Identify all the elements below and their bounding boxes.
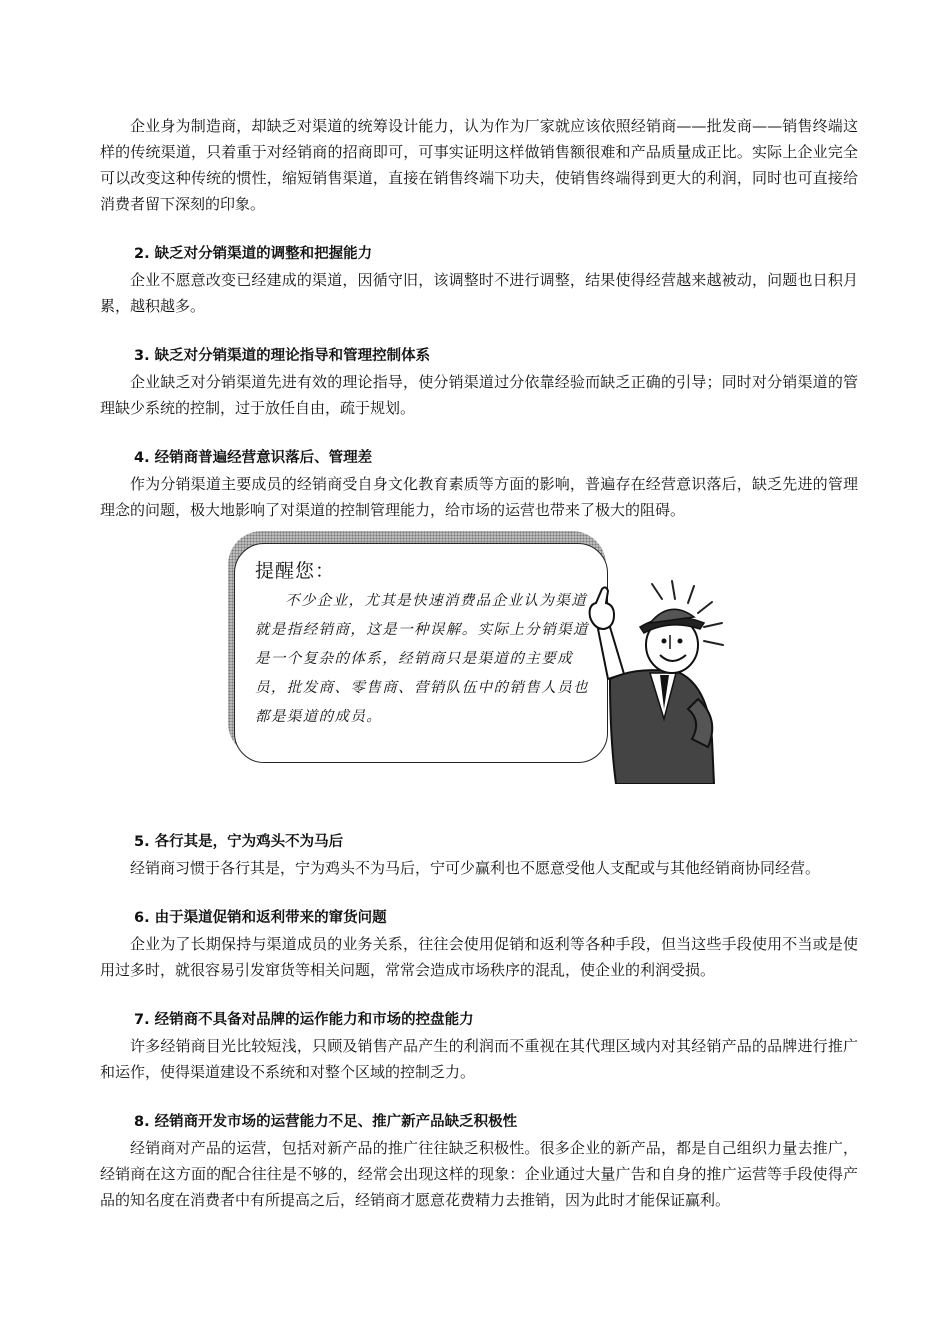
intro-paragraph: 企业身为制造商，却缺乏对渠道的统筹设计能力，认为作为厂家就应该依照经销商——批发商——销售终端这样的传统渠道，只着重于对经销商的招商即可，可事实证明这样做销售额很难和产品质量成正比。实际上企业完全可以改变这种传统的惯性，缩短销售渠道，直接在销售终端下功夫，使销售终端得到更大的利润，同时也可直接给消费者留下深刻的印象。 <box>100 117 858 213</box>
reminder-callout-box <box>234 543 608 763</box>
section-body-4: 作为分销渠道主要成员的经销商受自身文化教育素质等方面的影响，普遍存在经营意识落后，缺乏先进的管理理念的问题，极大地影响了对渠道的控制管理能力，给市场的运营也带来了极大的阻碍。 <box>100 475 858 519</box>
section-body-8: 经销商对产品的运营，包括对新产品的推广往往缺乏积极性。很多企业的新产品，都是自己组织力量去推广，经销商在这方面的配合往往是不够的，经常会出现这样的现象：企业通过大量广告和自身的推广运营等手段使得产品的知名度在消费者中有所提高之后，经销商才愿意花费精力去推销，因为此时才能保证赢利。 <box>100 1139 858 1209</box>
section-heading-2: 2. 缺乏对分销渠道的调整和把握能力 <box>134 246 373 262</box>
section-body-2: 企业不愿意改变已经建成的渠道，因循守旧，该调整时不进行调整，结果使得经营越来越被动，问题也日积月累，越积越多。 <box>100 271 858 315</box>
salesman-pointing-cartoon-icon <box>580 569 730 784</box>
section-heading-3: 3. 缺乏对分销渠道的理论指导和管理控制体系 <box>134 348 431 364</box>
section-body-3: 企业缺乏对分销渠道先进有效的理论指导，使分销渠道过分依靠经验而缺乏正确的引导；同时对分销渠道的管理缺少系统的控制，过于放任自由，疏于规划。 <box>100 373 858 417</box>
section-body-6: 企业为了长期保持与渠道成员的业务关系，往往会使用促销和返利等各种手段，但当这些手段使用不当或是使用过多时，就很容易引发窜货等相关问题，常常会造成市场秩序的混乱，使企业的利润受损。 <box>100 935 858 979</box>
section-body-5: 经销商习惯于各行其是，宁为鸡头不为马后，宁可少赢利也不愿意受他人支配或与其他经销商协同经营。 <box>130 859 821 877</box>
section-heading-7: 7. 经销商不具备对品牌的运作能力和市场的控盘能力 <box>134 1012 474 1028</box>
document-page <box>100 113 858 1213</box>
section-heading-4: 4. 经销商普遍经营意识落后、管理差 <box>134 450 373 466</box>
section-body-7: 许多经销商目光比较短浅，只顾及销售产品产生的利润而不重视在其代理区域内对其经销产品的品牌进行推广和运作，使得渠道建设不系统和对整个区域的控制乏力。 <box>100 1037 858 1081</box>
section-heading-6: 6. 由于渠道促销和返利带来的窜货问题 <box>134 910 387 926</box>
section-heading-8: 8. 经销商开发市场的运营能力不足、推广新产品缺乏积极性 <box>134 1114 518 1130</box>
callout-body: 不少企业，尤其是快速消费品企业认为渠道就是指经销商，这是一种误解。实际上分销渠道是一个复杂的体系，经销商只是渠道的主要成员，批发商、零售商、营销队伍中的销售人员也都是渠道的成员。 <box>255 593 589 725</box>
section-heading-5: 5. 各行其是，宁为鸡头不为马后 <box>134 834 344 850</box>
reminder-callout-area <box>100 529 858 829</box>
callout-title: 提醒您： <box>255 560 336 582</box>
